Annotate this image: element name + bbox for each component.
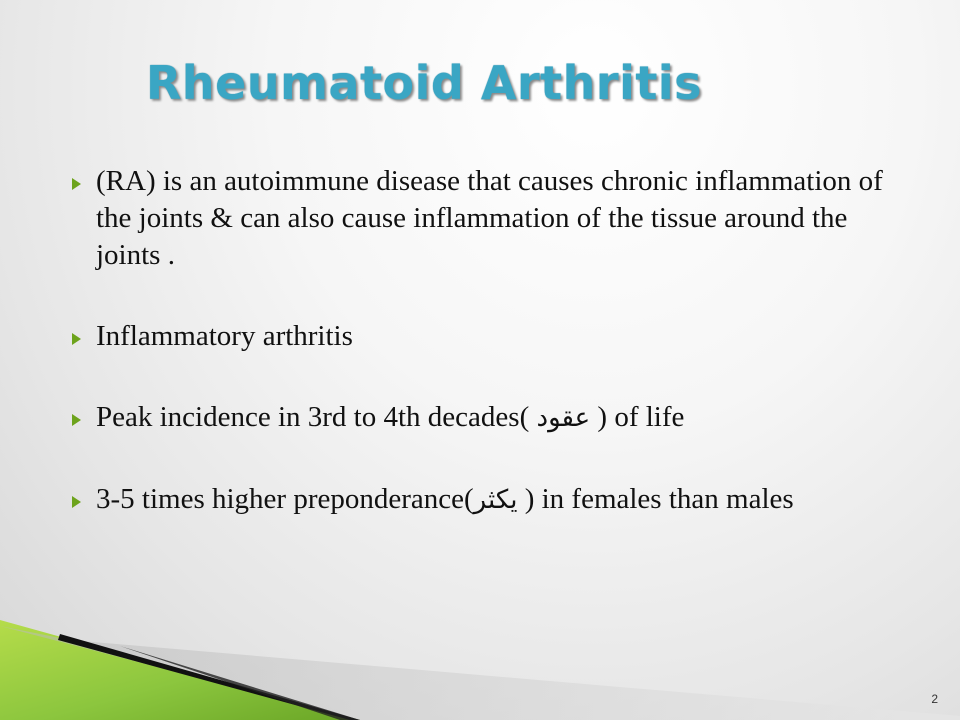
bullet-text: 3-5 times higher preponderance( [96, 483, 474, 515]
bullet-text: Peak incidence in 3rd to 4th decades( [96, 401, 537, 433]
bullet-text: (RA) is an autoimmune disease that causes chronic inflammation of the joints & can also cause inflammation of the tissue around the joints . [96, 165, 883, 271]
bullet-item [70, 481, 890, 519]
slide-title: Rheumatoid Arthritis [145, 56, 702, 110]
right-triangle-icon [72, 496, 81, 508]
bullet-item [70, 399, 890, 437]
arabic-term: عقود [536, 403, 591, 433]
bullet-text: ) of life [590, 401, 685, 433]
right-triangle-icon [72, 333, 81, 345]
bullet-item [70, 318, 890, 355]
right-triangle-icon [72, 414, 81, 426]
bullet-text: Inflammatory arthritis [96, 320, 353, 352]
arabic-term: يكثر [473, 485, 518, 515]
bullet-list [70, 163, 890, 519]
right-triangle-icon [72, 178, 81, 190]
bullet-item [70, 163, 890, 274]
page-number: 2 [931, 692, 938, 706]
bullet-text: ) in females than males [517, 483, 794, 515]
